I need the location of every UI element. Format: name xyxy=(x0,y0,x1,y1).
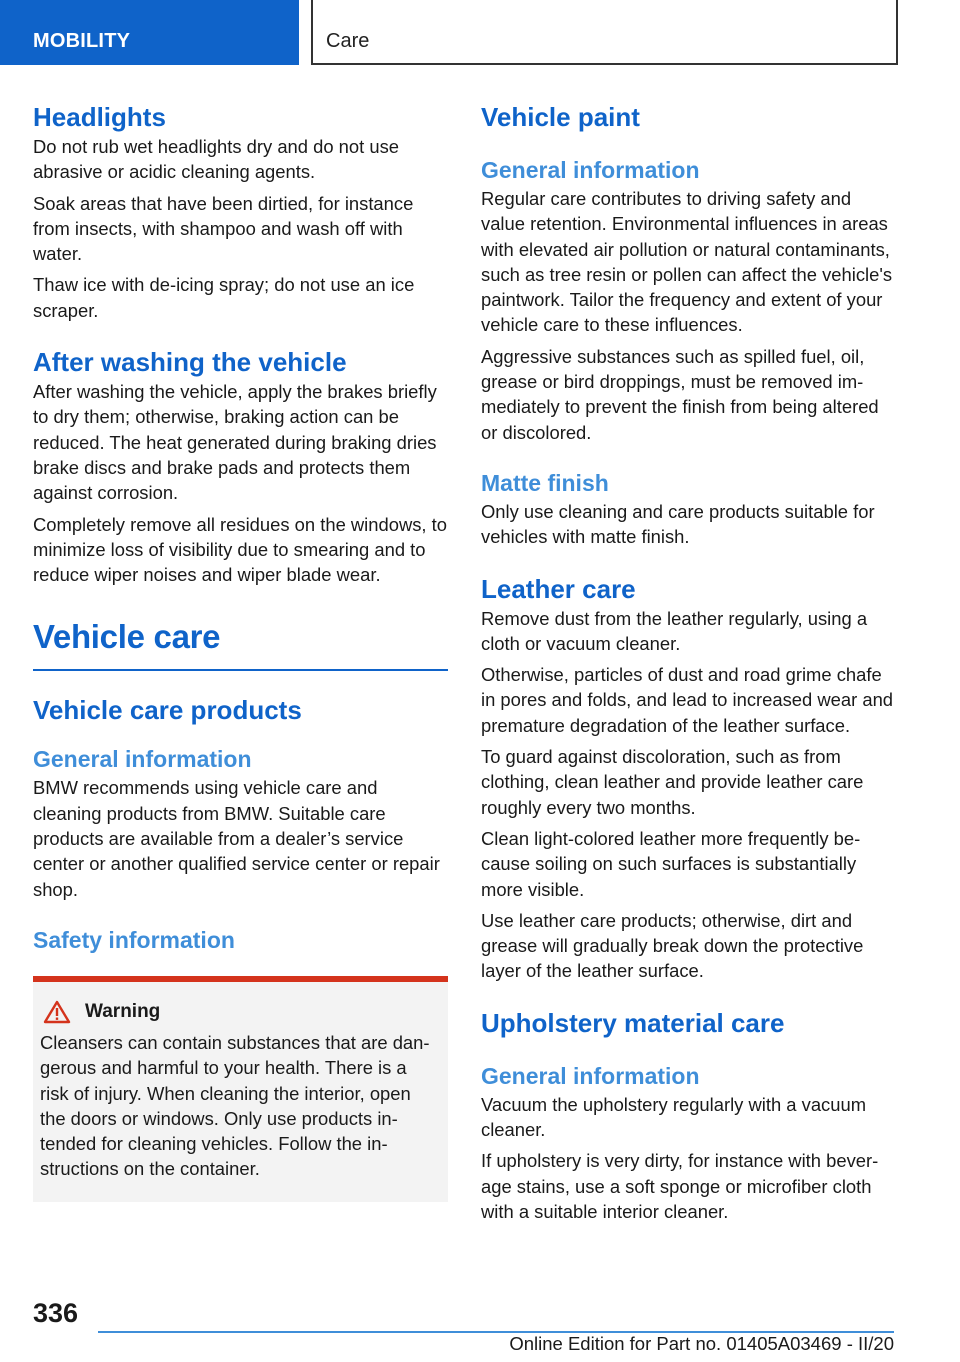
heading-general-information: General information xyxy=(33,746,252,773)
heading-leather-care: Leather care xyxy=(481,573,636,604)
paragraph: Use leather care products; otherwise, dirt and grease will gradually break down the protective layer of the leather surface. xyxy=(481,909,864,982)
chapter-tab xyxy=(311,0,898,65)
paragraph: Regular care contributes to driving safety and value retention. Environmental influences in areas with elevated air pollution or natural contaminants, such as tree resin or pollen can affect the vehicle's paintwork. Tailor the frequency and extent of your vehicle care to these influences. xyxy=(481,188,893,336)
right-column xyxy=(481,100,896,1224)
heading-safety-information: Safety information xyxy=(33,926,235,953)
warning-text: Cleansers can contain substances that are dangerous and harmful to your health. There is a risk of injury. When cleaning the interior, open the doors or windows. Only use products intended for cleaning vehicles. Follow the instructions on the container. xyxy=(40,1031,430,1180)
paragraph: Completely remove all residues on the windows, to minimize loss of visibility due to smearing and to reduce wiper noises and wiper blade wear. xyxy=(33,513,447,586)
paragraph: BMW recommends using vehicle care and cleaning products from BMW. Suitable care products are available from a dealer’s service center or another qualified service center or repair shop. xyxy=(33,777,440,900)
chapter-label: Care xyxy=(326,30,370,52)
paragraph: If upholstery is very dirty, for instance with beverage stains, use a soft sponge or microfiber cloth with a suitable interior cleaner. xyxy=(481,1150,879,1222)
paragraph: After washing the vehicle, apply the brakes briefly to dry them; otherwise, braking action can be reduced. The heat generated during braking dries brake discs and brake pads and protects them against corrosion. xyxy=(33,381,437,504)
heading-upholstery-care: Upholstery material care xyxy=(481,1007,785,1038)
paragraph: Thaw ice with de-icing spray; do not use an ice scraper. xyxy=(33,274,415,321)
paragraph: Remove dust from the leather regularly, using a cloth or vacuum cleaner. xyxy=(481,607,868,654)
paragraph: Do not rub wet headlights dry and do not use abrasive or acidic cleaning agents. xyxy=(33,136,400,183)
page-number: 336 xyxy=(33,1298,79,1328)
section-label: MOBILITY xyxy=(33,30,131,52)
paragraph: Clean light-colored leather more frequently because soiling on such surfaces is substantially more visible. xyxy=(481,827,861,900)
warning-title: Warning xyxy=(85,1000,161,1022)
heading-vehicle-paint: Vehicle paint xyxy=(481,102,640,132)
heading-vehicle-care-products: Vehicle care products xyxy=(33,695,302,726)
heading-after-washing: After washing the vehicle xyxy=(33,347,347,378)
paragraph: To guard against discoloration, such as from clothing, clean leather and provide leather care roughly every two months. xyxy=(481,746,864,818)
paragraph: Aggressive substances such as spilled fuel, oil, grease or bird droppings, must be removed immediately to prevent the finish from being altered or discolored. xyxy=(481,345,879,443)
paragraph: Soak areas that have been dirtied, for instance from insects, with shampoo and wash off with water. xyxy=(33,192,414,265)
paragraph: Only use cleaning and care products suitable for vehicles with matte finish. xyxy=(481,500,875,548)
heading-matte-finish: Matte finish xyxy=(481,469,609,496)
warning-box xyxy=(33,976,448,1202)
edition-note: Online Edition for Part no. 01405A03469 - II/20 xyxy=(509,1333,894,1354)
warning-triangle-icon xyxy=(43,1000,71,1024)
left-column xyxy=(33,100,448,1202)
heading-general-information: General information xyxy=(481,157,700,183)
heading-headlights: Headlights xyxy=(33,102,166,132)
chapter-heading-vehicle-care: Vehicle care xyxy=(33,618,221,656)
section-tab xyxy=(0,0,299,65)
heading-general-information: General information xyxy=(481,1062,700,1089)
paragraph: Vacuum the upholstery regularly with a vacuum cleaner. xyxy=(481,1093,867,1141)
paragraph: Otherwise, particles of dust and road grime chafe in pores and folds, and lead to increased wear and premature degradation of the leather surface. xyxy=(481,664,894,736)
